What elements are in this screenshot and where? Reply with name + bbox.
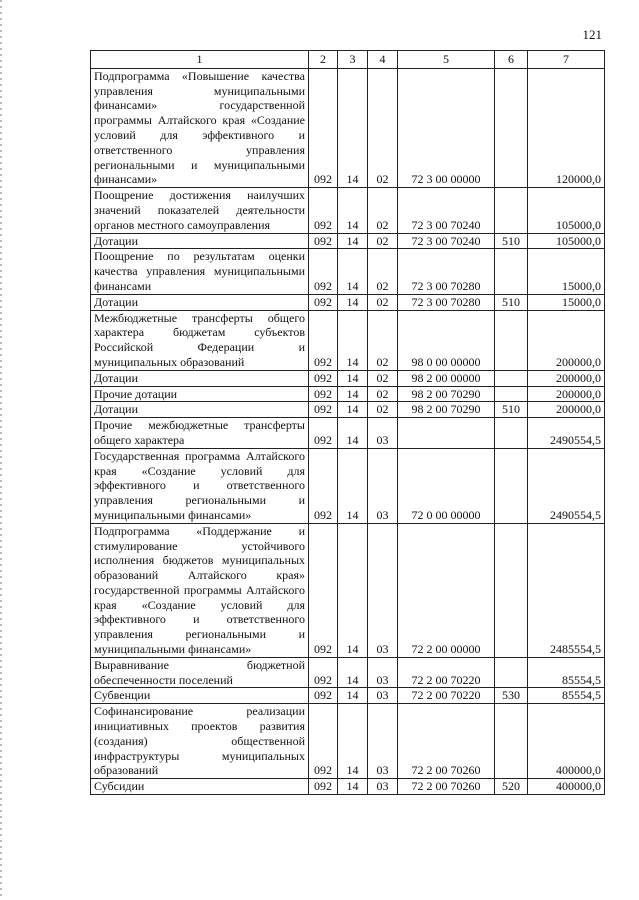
target-article-cell: 72 2 00 70220 [398,657,495,688]
target-article-cell: 72 3 00 70240 [398,233,495,249]
ministry-code-cell: 092 [309,233,338,249]
section-code-cell: 14 [338,386,368,402]
target-article-cell: 98 0 00 00000 [398,310,495,370]
ministry-code-cell: 092 [309,249,338,294]
section-code-cell: 14 [338,68,368,187]
ministry-code-cell: 092 [309,310,338,370]
expense-type-cell [495,68,528,187]
column-header: 6 [495,51,528,69]
section-code-cell: 14 [338,402,368,418]
expense-type-cell [495,386,528,402]
section-code-cell: 14 [338,370,368,386]
expense-type-cell [495,249,528,294]
subsection-code-cell: 02 [368,233,398,249]
ministry-code-cell: 092 [309,779,338,795]
table-body [91,68,605,794]
table-row [91,188,605,233]
table-row [91,657,605,688]
ministry-code-cell: 092 [309,402,338,418]
subsection-code-cell: 03 [368,688,398,704]
amount-cell: 2485554,5 [528,523,605,657]
subsection-code-cell: 03 [368,523,398,657]
subsection-code-cell: 02 [368,402,398,418]
table-row [91,370,605,386]
ministry-code-cell: 092 [309,68,338,187]
section-code-cell: 14 [338,657,368,688]
amount-cell: 2490554,5 [528,448,605,523]
section-code-cell: 14 [338,310,368,370]
ministry-code-cell: 092 [309,188,338,233]
subsection-code-cell: 02 [368,294,398,310]
ministry-code-cell: 092 [309,704,338,779]
expense-type-cell: 510 [495,233,528,249]
section-code-cell: 14 [338,418,368,449]
target-article-cell: 98 2 00 70290 [398,386,495,402]
target-article-cell: 72 3 00 70280 [398,249,495,294]
item-name-cell: Прочие межбюджетные трансферты общего характера [91,418,309,449]
section-code-cell: 14 [338,294,368,310]
ministry-code-cell: 092 [309,448,338,523]
table-row [91,249,605,294]
ministry-code-cell: 092 [309,294,338,310]
subsection-code-cell: 02 [368,370,398,386]
amount-cell: 105000,0 [528,188,605,233]
table-row [91,779,605,795]
ministry-code-cell: 092 [309,523,338,657]
subsection-code-cell: 02 [368,249,398,294]
column-header: 3 [338,51,368,69]
expense-type-cell [495,370,528,386]
item-name-cell: Поощрение достижения наилучших значений показателей деятельности органов местного самоуправления [91,188,309,233]
section-code-cell: 14 [338,448,368,523]
ministry-code-cell: 092 [309,418,338,449]
column-header: 7 [528,51,605,69]
expense-type-cell: 510 [495,294,528,310]
expense-type-cell [495,657,528,688]
header-row [91,51,605,69]
table-row [91,68,605,187]
item-name-cell: Выравнивание бюджетной обеспеченности поселений [91,657,309,688]
item-name-cell: Дотации [91,370,309,386]
table-row [91,448,605,523]
target-article-cell: 72 3 00 70240 [398,188,495,233]
ministry-code-cell: 092 [309,370,338,386]
item-name-cell: Дотации [91,233,309,249]
page-number: 121 [582,27,602,42]
amount-cell: 120000,0 [528,68,605,187]
subsection-code-cell: 03 [368,779,398,795]
target-article-cell: 72 2 00 70220 [398,688,495,704]
target-article-cell: 72 2 00 70260 [398,779,495,795]
amount-cell: 200000,0 [528,386,605,402]
target-article-cell: 72 3 00 70280 [398,294,495,310]
target-article-cell: 98 2 00 70290 [398,402,495,418]
column-header: 1 [91,51,309,69]
table-row [91,523,605,657]
subsection-code-cell: 03 [368,448,398,523]
expense-type-cell: 530 [495,688,528,704]
section-code-cell: 14 [338,688,368,704]
subsection-code-cell: 02 [368,68,398,187]
amount-cell: 200000,0 [528,402,605,418]
subsection-code-cell: 03 [368,657,398,688]
ministry-code-cell: 092 [309,657,338,688]
expense-type-cell [495,523,528,657]
amount-cell: 15000,0 [528,249,605,294]
binding-edge [0,0,2,900]
section-code-cell: 14 [338,779,368,795]
table-row [91,688,605,704]
amount-cell: 85554,5 [528,657,605,688]
target-article-cell: 72 3 00 00000 [398,68,495,187]
item-name-cell: Прочие дотации [91,386,309,402]
item-name-cell: Межбюджетные трансферты общего характера бюджетам субъектов Российской Федерации и муниципальных образований [91,310,309,370]
expense-type-cell [495,448,528,523]
target-article-cell [398,418,495,449]
table-row [91,704,605,779]
target-article-cell: 98 2 00 00000 [398,370,495,386]
expense-type-cell: 520 [495,779,528,795]
expense-type-cell: 510 [495,402,528,418]
table-row [91,310,605,370]
item-name-cell: Подпрограмма «Повышение качества управления муниципальными финансами» государственной программы Алтайского края «Создание условий для эффективного и ответственного управления региональными и муниципальными финансами» [91,68,309,187]
item-name-cell: Подпрограмма «Поддержание и стимулирование устойчивого исполнения бюджетов муниципальных образований Алтайского края» государственной программы Алтайского края «Создание условий для эффективного и ответственного управления региональными и муниципальными финансами» [91,523,309,657]
item-name-cell: Дотации [91,402,309,418]
amount-cell: 15000,0 [528,294,605,310]
target-article-cell: 72 2 00 70260 [398,704,495,779]
item-name-cell: Субвенции [91,688,309,704]
section-code-cell: 14 [338,249,368,294]
item-name-cell: Государственная программа Алтайского края «Создание условий для эффективного и ответственного управления региональными и муниципальными финансами» [91,448,309,523]
expense-type-cell [495,704,528,779]
amount-cell: 200000,0 [528,370,605,386]
item-name-cell: Дотации [91,294,309,310]
table-row [91,418,605,449]
item-name-cell: Поощрение по результатам оценки качества управления муниципальными финансами [91,249,309,294]
budget-table [90,50,605,795]
amount-cell: 85554,5 [528,688,605,704]
table-row [91,233,605,249]
subsection-code-cell: 02 [368,310,398,370]
section-code-cell: 14 [338,523,368,657]
expense-type-cell [495,188,528,233]
subsection-code-cell: 02 [368,188,398,233]
amount-cell: 105000,0 [528,233,605,249]
target-article-cell: 72 2 00 00000 [398,523,495,657]
subsection-code-cell: 02 [368,386,398,402]
subsection-code-cell: 03 [368,418,398,449]
table-row [91,294,605,310]
ministry-code-cell: 092 [309,688,338,704]
subsection-code-cell: 03 [368,704,398,779]
item-name-cell: Субсидии [91,779,309,795]
column-header: 2 [309,51,338,69]
amount-cell: 400000,0 [528,779,605,795]
target-article-cell: 72 0 00 00000 [398,448,495,523]
section-code-cell: 14 [338,188,368,233]
table-row [91,386,605,402]
column-header: 4 [368,51,398,69]
section-code-cell: 14 [338,704,368,779]
table-row [91,402,605,418]
item-name-cell: Софинансирование реализации инициативных проектов развития (создания) общественной инфраструктуры муниципальных образований [91,704,309,779]
expense-type-cell [495,418,528,449]
amount-cell: 200000,0 [528,310,605,370]
expense-type-cell [495,310,528,370]
column-header: 5 [398,51,495,69]
ministry-code-cell: 092 [309,386,338,402]
amount-cell: 400000,0 [528,704,605,779]
amount-cell: 2490554,5 [528,418,605,449]
section-code-cell: 14 [338,233,368,249]
